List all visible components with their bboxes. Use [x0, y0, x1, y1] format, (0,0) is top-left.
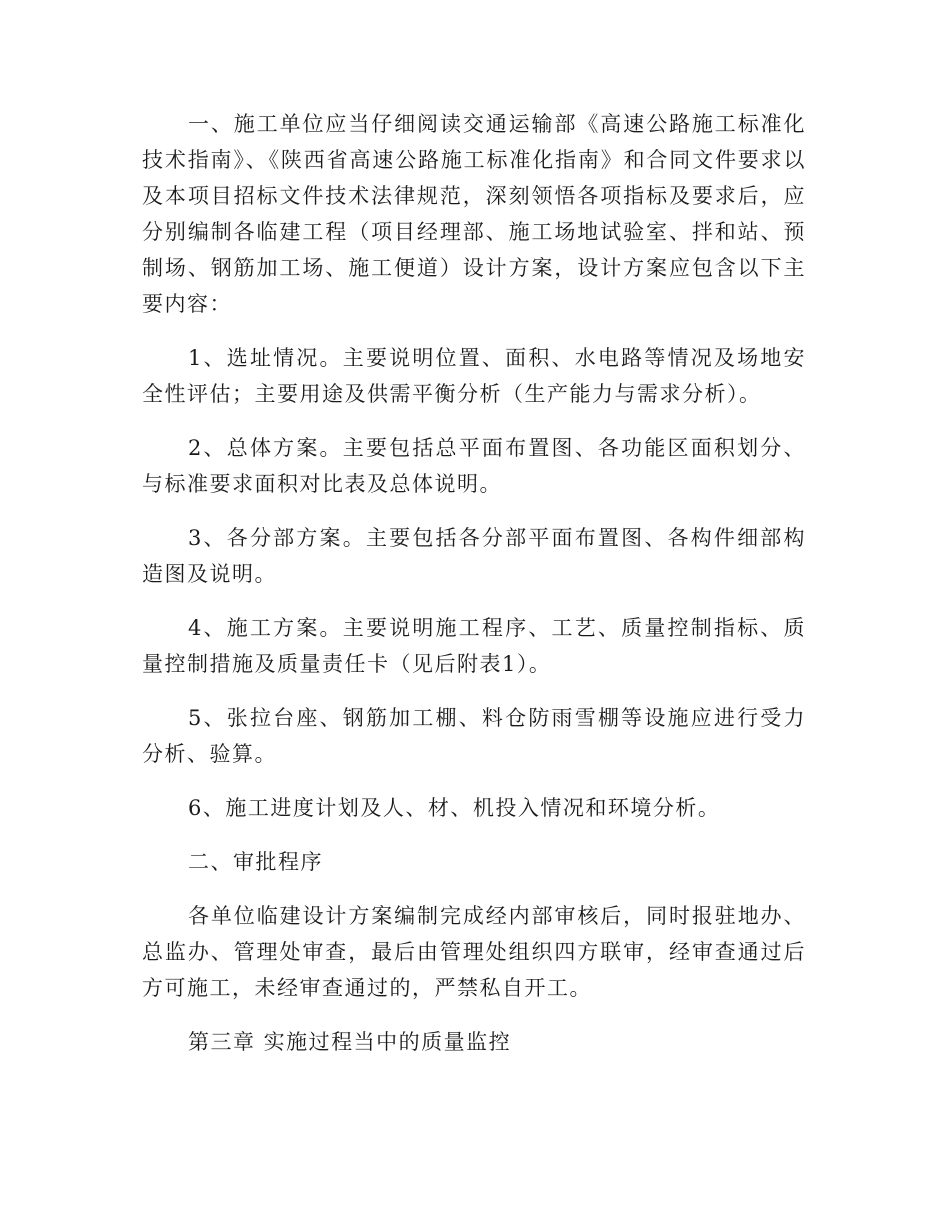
document-body	[142, 106, 806, 1078]
paragraph-item-1-site-selection: 1、选址情况。主要说明位置、面积、水电路等情况及场地安全性评估；主要用途及供需平衡分析（生产能力与需求分析）。	[142, 346, 806, 406]
paragraph-construction-requirements: 一、施工单位应当仔细阅读交通运输部《高速公路施工标准化技术指南》、《陕西省高速公路施工标准化指南》和合同文件要求以及本项目招标文件技术法律规范，深刻领悟各项指标及要求后，应分别编制各临建工程（项目经理部、施工场地试验室、拌和站、预制场、钢筋加工场、施工便道）设计方案，设计方案应包含以下主要内容：	[142, 112, 806, 316]
paragraph-approval-procedure: 各单位临建设计方案编制完成经内部审核后，同时报驻地办、总监办、管理处审查，最后由管理处组织四方联审，经审查通过后方可施工，未经审查通过的，严禁私自开工。	[142, 904, 806, 1000]
chapter-heading-quality-monitoring: 第三章 实施过程当中的质量监控	[188, 1030, 512, 1054]
paragraph-item-2-overall-plan: 2、总体方案。主要包括总平面布置图、各功能区面积划分、与标准要求面积对比表及总体说明。	[142, 436, 806, 496]
paragraph-item-3-sub-plans: 3、各分部方案。主要包括各分部平面布置图、各构件细部构造图及说明。	[142, 526, 806, 586]
paragraph-item-6-schedule: 6、施工进度计划及人、材、机投入情况和环境分析。	[188, 796, 721, 820]
paragraph-item-5-stress-analysis: 5、张拉台座、钢筋加工棚、料仓防雨雪棚等设施应进行受力分析、验算。	[142, 706, 806, 766]
section-heading-approval-procedure: 二、审批程序	[188, 850, 323, 874]
paragraph-item-4-construction-plan: 4、施工方案。主要说明施工程序、工艺、质量控制指标、质量控制措施及质量责任卡（见后附表1）。	[142, 616, 806, 676]
